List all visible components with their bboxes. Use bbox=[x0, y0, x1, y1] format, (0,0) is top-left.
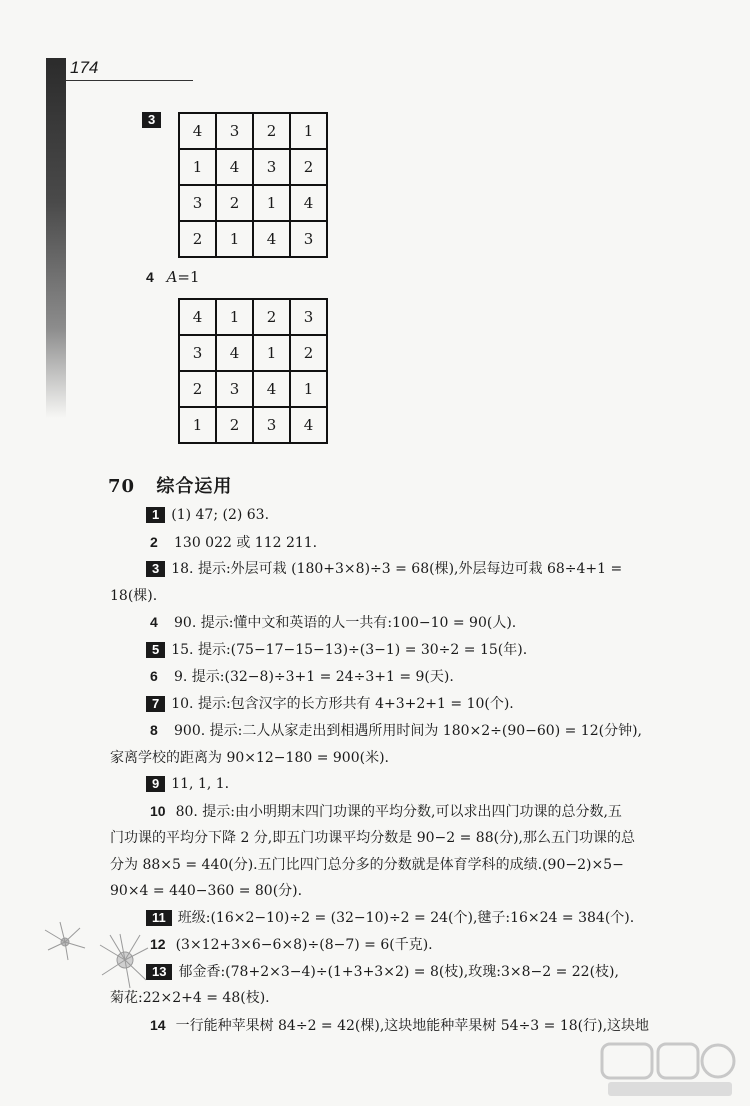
item4-label bbox=[146, 268, 200, 286]
grid-row bbox=[179, 371, 327, 407]
answer-number: 9 bbox=[146, 776, 165, 792]
grid-cell: 2 bbox=[290, 149, 327, 185]
watermark-logo bbox=[600, 1040, 740, 1100]
answer-number: 11 bbox=[146, 910, 172, 926]
answer-text: 9. 提示:(32−8)÷3+1 = 24÷3+1 = 9(天). bbox=[174, 669, 454, 685]
answer-text: 10. 提示:包含汉字的长方形共有 4+3+2+1 = 10(个). bbox=[171, 695, 514, 712]
grid-cell: 3 bbox=[179, 335, 216, 371]
answer-line bbox=[110, 825, 706, 852]
answer-line bbox=[110, 745, 706, 772]
answer-line bbox=[110, 771, 706, 798]
answer-text: 90. 提示:懂中文和英语的人一共有:100−10 = 90(人). bbox=[174, 615, 517, 631]
answer-line bbox=[110, 985, 706, 1012]
grid-cell: 4 bbox=[179, 113, 216, 149]
section-number: 70 bbox=[108, 476, 136, 497]
grid-row bbox=[179, 185, 327, 221]
answer-number: 7 bbox=[146, 696, 165, 712]
answer-text: 一行能种苹果树 84÷2 = 42(棵),这块地能种苹果树 54÷3 = 18(行),这块地 bbox=[175, 1017, 650, 1034]
grid-cell: 3 bbox=[179, 185, 216, 221]
grid-cell: 1 bbox=[179, 407, 216, 443]
grid-cell: 4 bbox=[179, 299, 216, 335]
answer-text: 80. 提示:由小明期末四门功课的平均分数,可以求出四门功课的总分数,五 bbox=[175, 803, 622, 820]
answer-number: 10 bbox=[150, 802, 166, 819]
grid-cell: 3 bbox=[290, 299, 327, 335]
grid-cell: 2 bbox=[216, 407, 253, 443]
answer-number: 4 bbox=[150, 614, 158, 630]
answer-text: 18. 提示:外层可栽 (180+3×8)÷3 = 68(棵),外层每边可栽 68÷4+1 = bbox=[171, 561, 623, 577]
answer-text: 90×4 = 440−360 = 80(分). bbox=[110, 883, 303, 899]
grid-cell: 3 bbox=[253, 149, 290, 185]
item4-equation: =1 bbox=[177, 268, 200, 286]
grid-row bbox=[179, 407, 327, 443]
grid-cell: 1 bbox=[216, 299, 253, 335]
grid-cell: 2 bbox=[253, 299, 290, 335]
answer-line bbox=[110, 878, 706, 905]
answer-text: 门功课的平均分下降 2 分,即五门功课平均分数是 90−2 = 88(分),那么五门功课的总 bbox=[110, 830, 635, 846]
grid-cell: 3 bbox=[253, 407, 290, 443]
grid-row bbox=[179, 113, 327, 149]
answer-text: 郁金香:(78+2×3−4)÷(1+3+3×2) = 8(枝),玫瑰:3×8−2 = 22(枝), bbox=[178, 963, 619, 980]
left-margin-bar bbox=[46, 58, 66, 418]
section-title bbox=[108, 472, 232, 498]
grid-row bbox=[179, 149, 327, 185]
grid-cell: 1 bbox=[290, 371, 327, 407]
answer-line bbox=[110, 905, 706, 932]
answer-line bbox=[110, 502, 706, 529]
grid-cell: 1 bbox=[216, 221, 253, 257]
grid-cell: 1 bbox=[253, 185, 290, 221]
answer-text: 家离学校的距离为 90×12−180 = 900(米). bbox=[110, 749, 389, 766]
item4-number: 4 bbox=[146, 269, 154, 285]
grid-cell: 4 bbox=[216, 149, 253, 185]
answer-line bbox=[110, 663, 706, 691]
answer-text: 130 022 或 112 211. bbox=[174, 534, 318, 551]
grid-cell: 1 bbox=[290, 113, 327, 149]
answer-text: (1) 47; (2) 63. bbox=[171, 507, 270, 523]
answer-line bbox=[110, 717, 706, 745]
answer-number: 14 bbox=[150, 1016, 166, 1033]
answer-line bbox=[110, 691, 706, 718]
grid-cell: 1 bbox=[253, 335, 290, 371]
grid-cell: 4 bbox=[253, 371, 290, 407]
grid-cell: 3 bbox=[290, 221, 327, 257]
answer-line bbox=[110, 583, 706, 610]
grid-cell: 2 bbox=[253, 113, 290, 149]
item4-grid bbox=[178, 298, 328, 444]
answer-number: 3 bbox=[146, 561, 165, 577]
header-rule bbox=[66, 80, 193, 81]
grid-cell: 3 bbox=[216, 371, 253, 407]
answer-number: 6 bbox=[150, 668, 158, 684]
answer-number: 5 bbox=[146, 642, 165, 658]
grid-cell: 4 bbox=[290, 185, 327, 221]
grid-cell: 2 bbox=[216, 185, 253, 221]
answer-line bbox=[110, 609, 706, 637]
answer-number: 12 bbox=[150, 936, 166, 952]
answer-text: 15. 提示:(75−17−15−13)÷(3−1) = 30÷2 = 15(年). bbox=[171, 641, 528, 658]
answer-list bbox=[110, 502, 706, 1039]
answer-text: 11, 1, 1. bbox=[171, 776, 230, 792]
grid-row bbox=[179, 335, 327, 371]
answer-line bbox=[110, 637, 706, 664]
answer-text: 班级:(16×2−10)÷2 = (32−10)÷2 = 24(个),毽子:16×24 = 384(个). bbox=[177, 909, 635, 926]
grid-cell: 4 bbox=[253, 221, 290, 257]
answer-number: 1 bbox=[146, 507, 165, 523]
answer-line bbox=[110, 529, 706, 557]
grid-row bbox=[179, 221, 327, 257]
answer-number: 13 bbox=[146, 964, 172, 980]
answer-text: 900. 提示:二人从家走出到相遇所用时间为 180×2÷(90−60) = 12(分钟), bbox=[174, 723, 642, 739]
answer-line bbox=[110, 959, 706, 986]
answer-line bbox=[110, 556, 706, 583]
answer-line bbox=[110, 1012, 706, 1040]
answer-line bbox=[110, 798, 706, 826]
page-number: 174 bbox=[70, 58, 99, 77]
item3-badge: 3 bbox=[142, 112, 161, 128]
answer-line bbox=[110, 931, 706, 959]
grid-row bbox=[179, 299, 327, 335]
answer-number: 2 bbox=[150, 533, 158, 550]
grid-cell: 2 bbox=[179, 221, 216, 257]
grid-cell: 2 bbox=[179, 371, 216, 407]
answer-text: 分为 88×5 = 440(分).五门比四门总分多的分数就是体育学科的成绩.(90−2)×5− bbox=[110, 856, 624, 873]
answer-text: (3×12+3×6−6×8)÷(8−7) = 6(千克). bbox=[175, 937, 433, 953]
grid-cell: 2 bbox=[290, 335, 327, 371]
answer-text: 菊花:22×2+4 = 48(枝). bbox=[110, 990, 270, 1006]
item3-grid bbox=[178, 112, 328, 258]
section-title-text: 综合运用 bbox=[156, 476, 233, 497]
item4-variable: A bbox=[166, 268, 178, 286]
answer-text: 18(棵). bbox=[110, 587, 158, 604]
answer-line bbox=[110, 852, 706, 879]
grid-cell: 1 bbox=[179, 149, 216, 185]
grid-cell: 4 bbox=[216, 335, 253, 371]
grid-cell: 4 bbox=[290, 407, 327, 443]
flower-illustration bbox=[40, 920, 150, 990]
answer-number: 8 bbox=[150, 722, 158, 738]
grid-cell: 3 bbox=[216, 113, 253, 149]
